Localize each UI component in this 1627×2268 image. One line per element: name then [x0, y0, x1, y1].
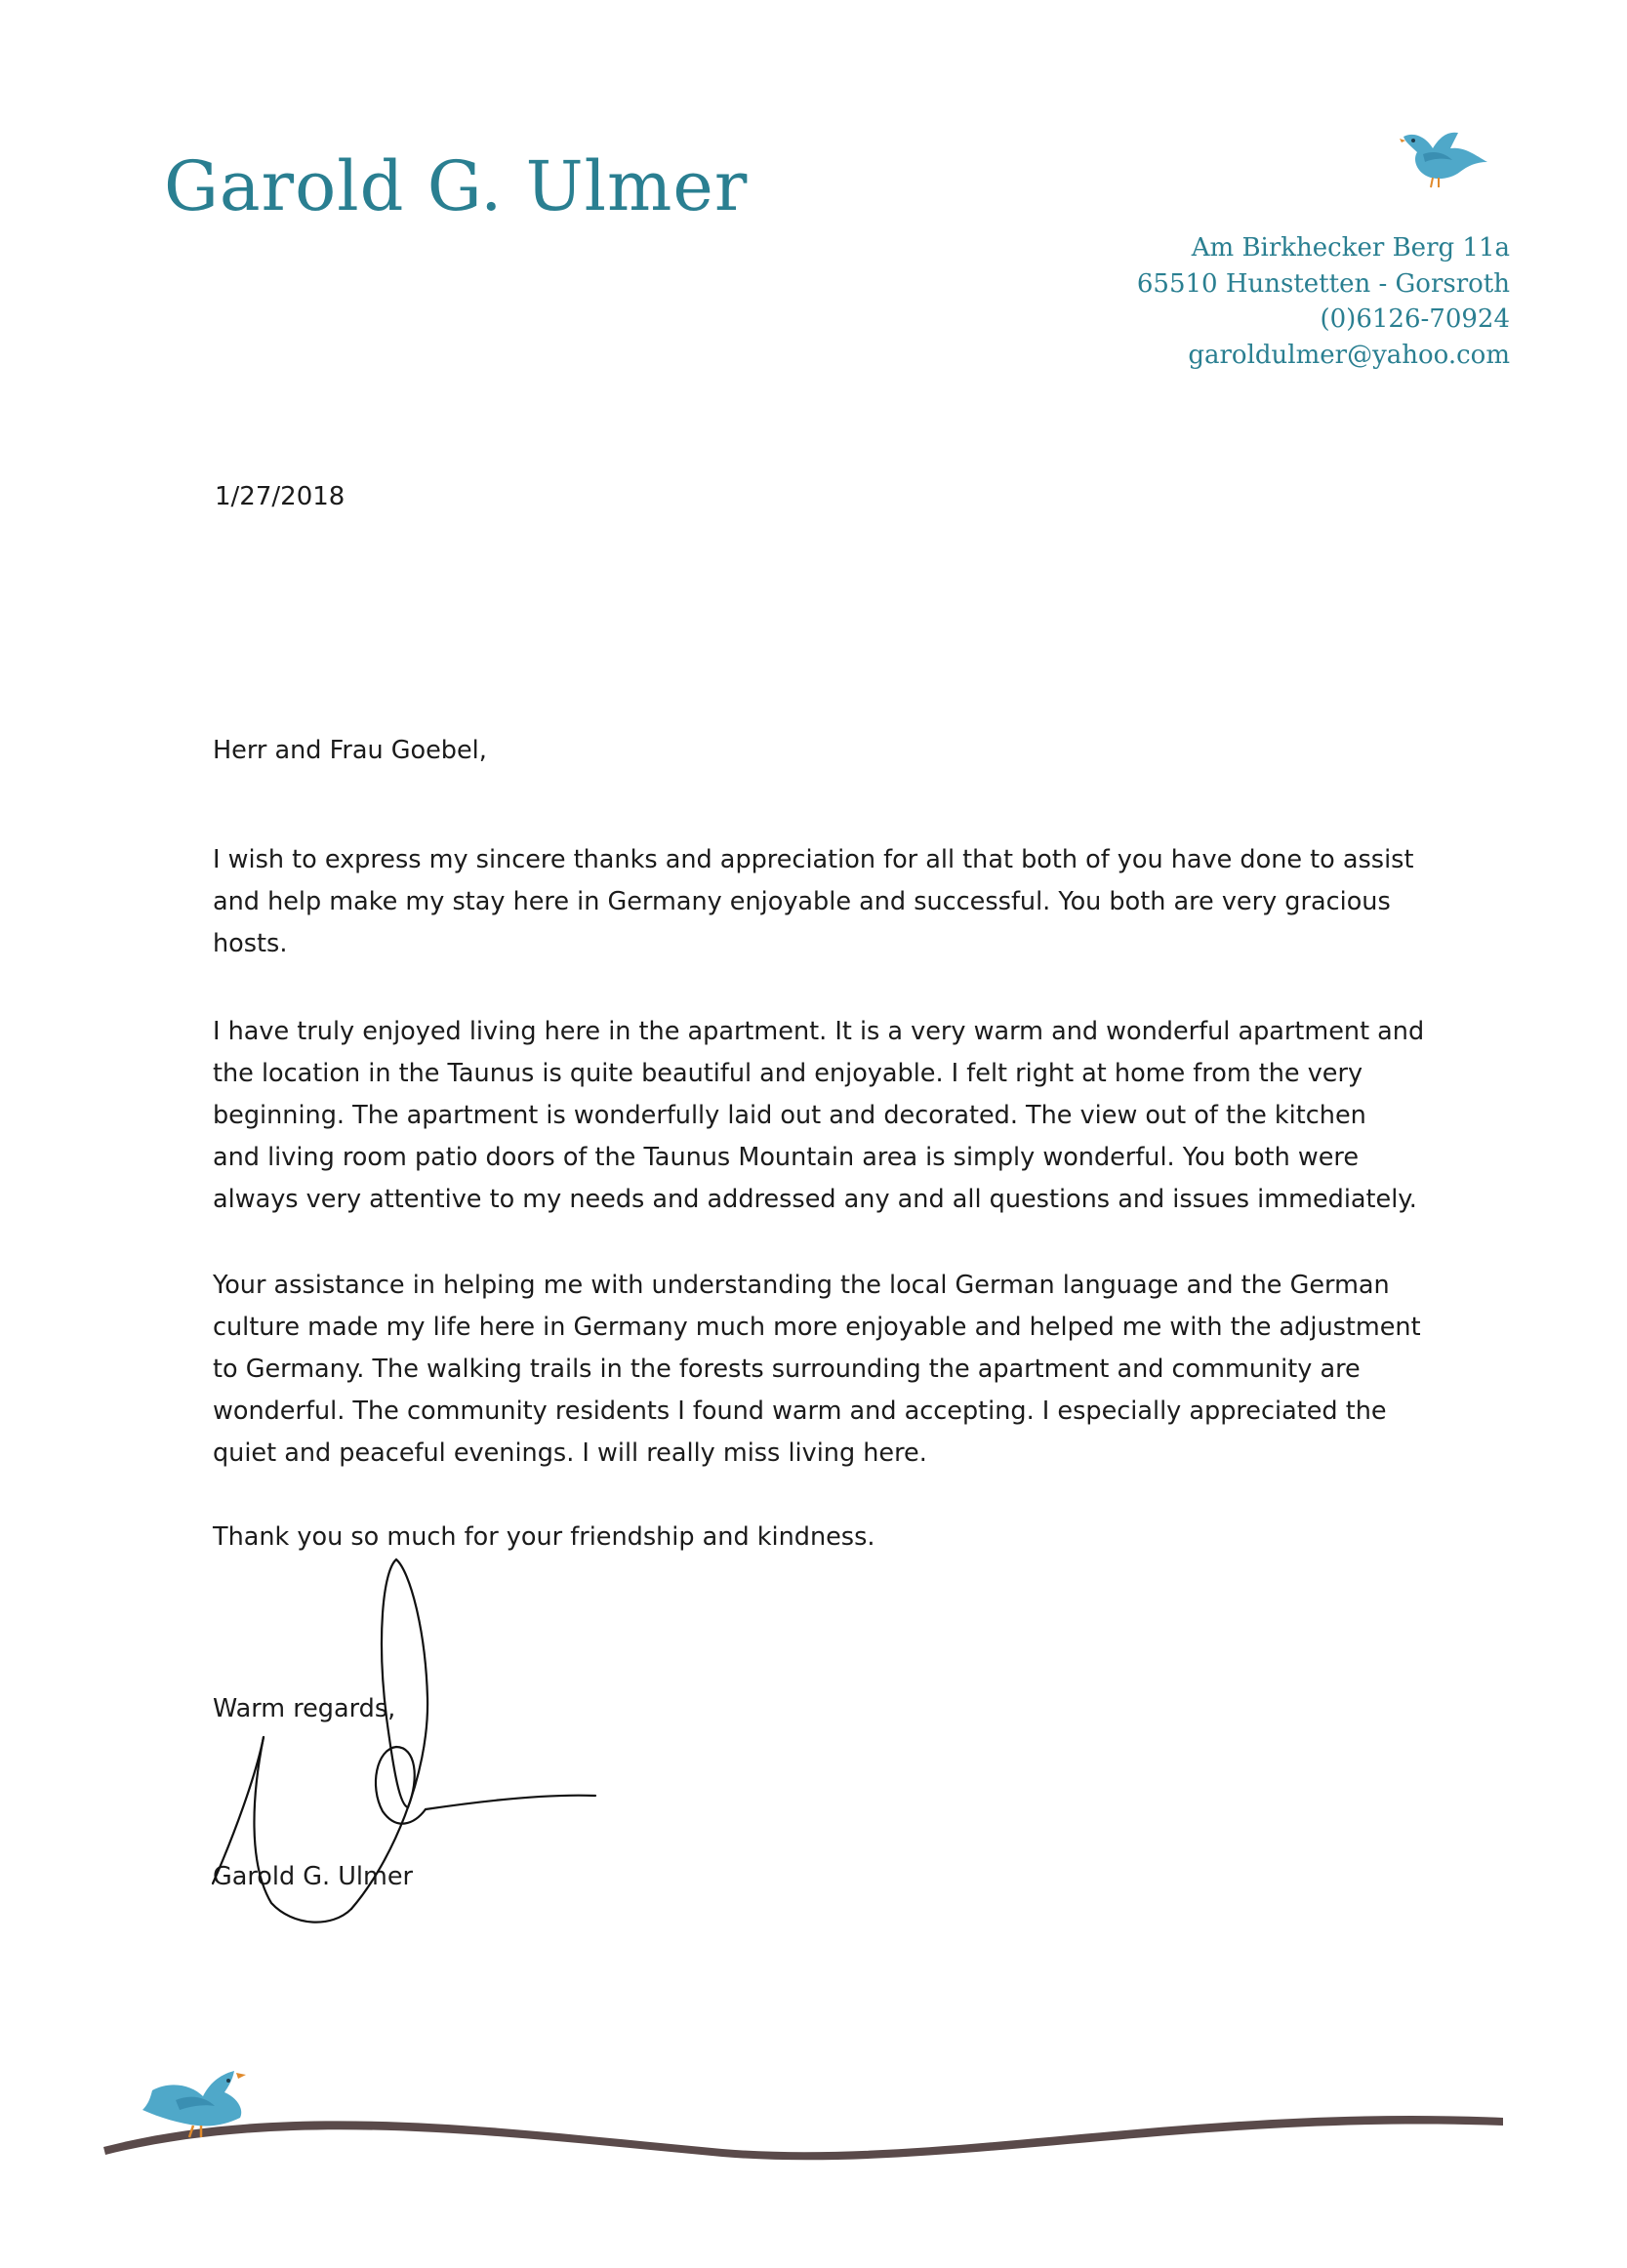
paragraph-line: to Germany. The walking trails in the forests surrounding the apartment and community are: [213, 1355, 1361, 1384]
paragraph-line: and help make my stay here in Germany enjoyable and successful. You both are very gracious: [213, 887, 1391, 916]
paragraph-line: wonderful. The community residents I found warm and accepting. I especially appreciated the: [213, 1397, 1387, 1426]
paragraph-line: the location in the Taunus is quite beautiful and enjoyable. I felt right at home from the very: [213, 1059, 1363, 1088]
paragraph-line: culture made my life here in Germany much more enjoyable and helped me with the adjustment: [213, 1313, 1421, 1342]
address-phone: (0)6126-70924: [1320, 304, 1510, 334]
paragraph-line: I wish to express my sincere thanks and appreciation for all that both of you have done to assist: [213, 845, 1414, 874]
paragraph-3: [213, 1265, 1421, 1475]
paragraph-line: and living room patio doors of the Taunus Mountain area is simply wonderful. You both were: [213, 1143, 1360, 1172]
address-street: Am Birkhecker Berg 11a: [1191, 233, 1510, 263]
letterhead-name: Garold G. Ulmer: [164, 146, 749, 226]
address-email: garoldulmer@yahoo.com: [1188, 340, 1510, 370]
paragraph-line: beginning. The apartment is wonderfully laid out and decorated. The view out of the kitchen: [213, 1101, 1366, 1130]
paragraph-line: hosts.: [213, 929, 288, 958]
paragraph-line: Your assistance in helping me with understanding the local German language and the German: [213, 1271, 1390, 1300]
closing: Warm regards,: [213, 1694, 396, 1723]
paragraph-line: always very attentive to my needs and addressed any and all questions and issues immediately.: [213, 1185, 1417, 1214]
letterhead-address: [1137, 230, 1510, 373]
paragraph-line: quiet and peaceful evenings. I will really miss living here.: [213, 1438, 927, 1468]
paragraph-line: I have truly enjoyed living here in the apartment. It is a very warm and wonderful apartment and: [213, 1017, 1425, 1046]
paragraph-1: [213, 839, 1413, 965]
paragraph-2: [213, 1011, 1424, 1221]
bird-icon: [1394, 125, 1491, 189]
footer-branch-illustration: [98, 2040, 1513, 2167]
letter-date: 1/27/2018: [215, 482, 346, 511]
address-city: 65510 Hunstetten - Gorsroth: [1136, 268, 1510, 299]
paragraph-4: Thank you so much for your friendship and kindness.: [213, 1522, 875, 1552]
signer-name: Garold G. Ulmer: [213, 1862, 414, 1891]
salutation: Herr and Frau Goebel,: [213, 736, 487, 765]
